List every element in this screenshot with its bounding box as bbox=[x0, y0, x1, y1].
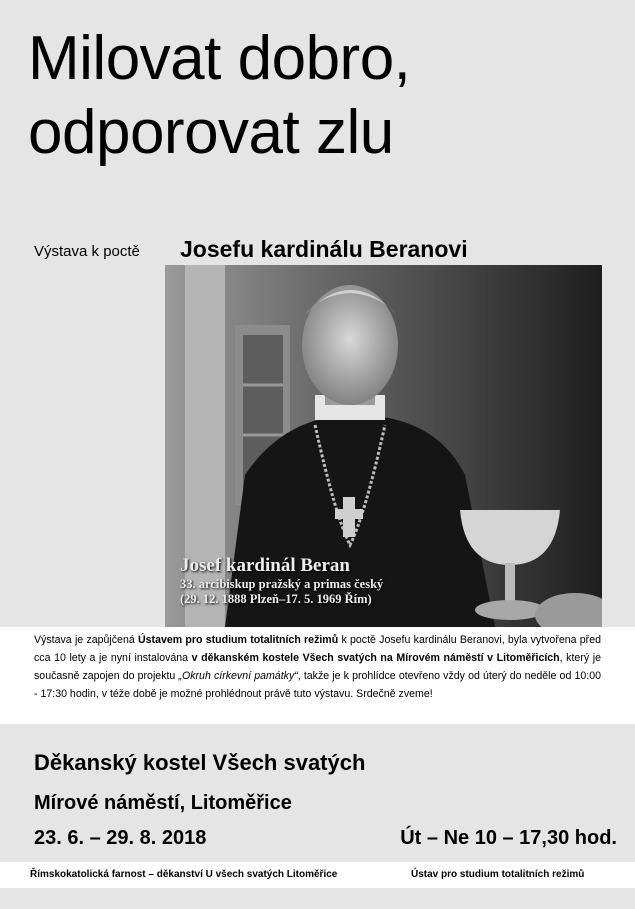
title-line-2: odporovat zlu bbox=[28, 98, 394, 167]
title-line-1: Milovat dobro, bbox=[28, 24, 411, 93]
event-location: Mírové náměstí, Litoměřice bbox=[34, 792, 292, 814]
footer-parish: Římskokatolická farnost – děkanství U všech svatých Litoměřice bbox=[30, 869, 338, 880]
desc-part: k poctě Josefu kardinálu Beranovi, byla vytvořena před cca 10 lety a je nyní instalována bbox=[34, 634, 601, 664]
caption-dates: (29. 12. 1888 Plzeň–17. 5. 1969 Řím) bbox=[180, 592, 372, 606]
subtitle-prefix: Výstava k poctě bbox=[34, 243, 140, 260]
poster-title bbox=[28, 22, 410, 170]
desc-institute: Ústavem pro studium totalitních režimů bbox=[138, 634, 339, 646]
desc-project: „Okruh církevní památky“ bbox=[178, 670, 298, 682]
desc-part: Výstava je zapůjčená bbox=[34, 634, 138, 646]
caption-name: Josef kardinál Beran bbox=[180, 555, 350, 576]
footer-bar bbox=[0, 862, 635, 888]
caption-title: 33. arcibiskup pražský a primas český bbox=[180, 577, 384, 591]
event-church: Děkanský kostel Všech svatých bbox=[34, 750, 366, 775]
subtitle-name: Josefu kardinálu Beranovi bbox=[180, 236, 468, 262]
event-dates: 23. 6. – 29. 8. 2018 bbox=[34, 827, 207, 849]
footer-institute: Ústav pro studium totalitních režimů bbox=[411, 869, 585, 880]
description-text bbox=[0, 627, 635, 703]
event-hours: Út – Ne 10 – 17,30 hod. bbox=[400, 827, 617, 849]
description-box bbox=[0, 627, 635, 724]
desc-part: , který je současně zapojen do projektu bbox=[34, 652, 601, 682]
desc-venue: v děkanském kostele Všech svatých na Mírovém náměstí v Litoměřicích bbox=[191, 652, 560, 664]
desc-part: , takže je k prohlídce otevřeno vždy od úterý do neděle od 10:00 - 17:30 hodin, v téže době je možné prohlédnout právě tuto výstavu. Srdečně zveme! bbox=[34, 670, 601, 700]
photo-caption bbox=[180, 555, 383, 607]
